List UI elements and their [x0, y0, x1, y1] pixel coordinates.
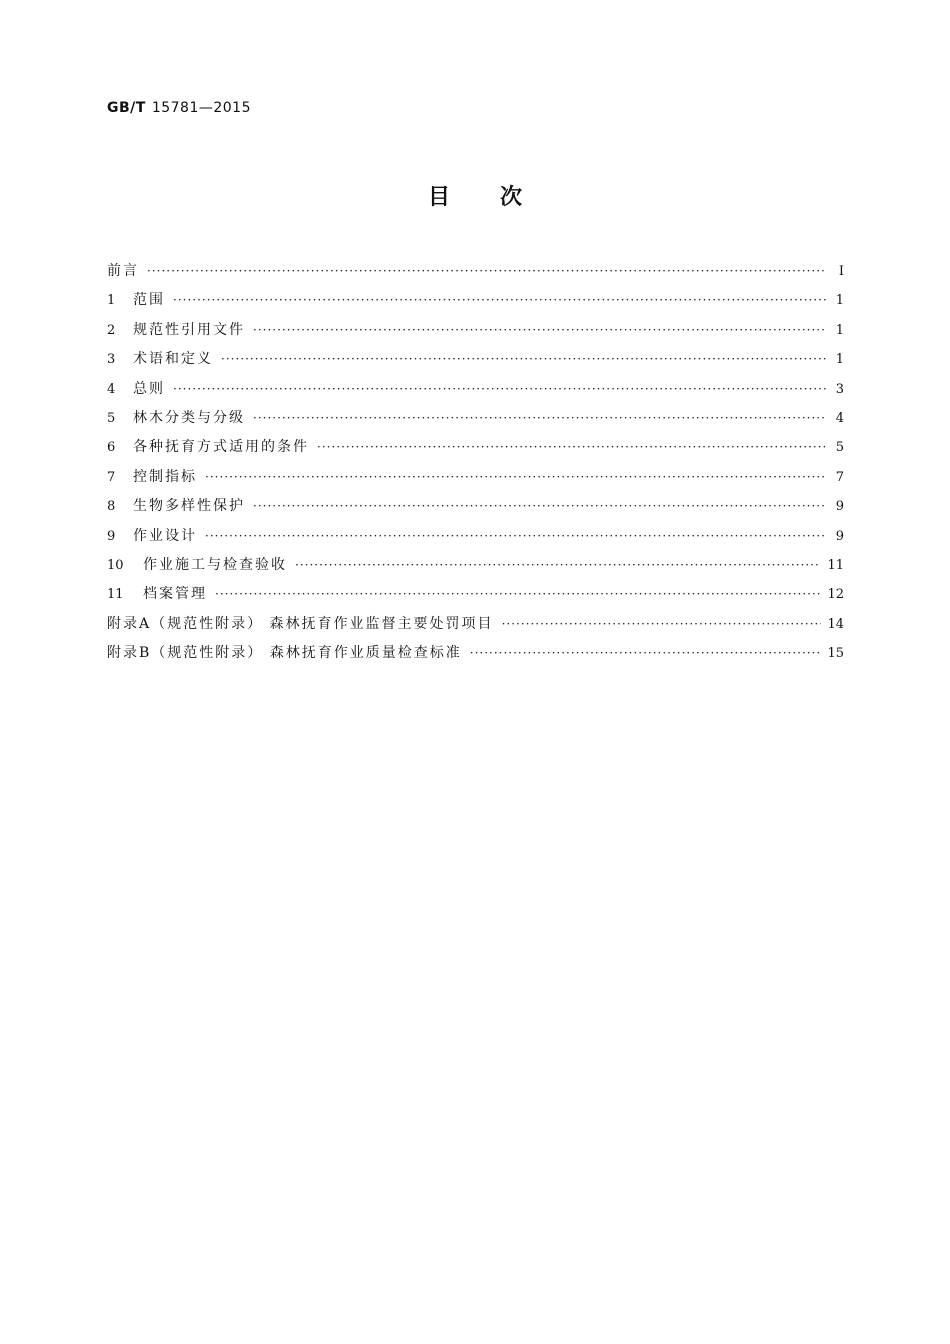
toc-entry-label: 术语和定义	[133, 351, 213, 368]
standard-code	[107, 100, 251, 116]
toc-entry-label: 林木分类与分级	[133, 409, 245, 426]
table-of-contents	[107, 257, 844, 668]
toc-dot-leader	[502, 610, 822, 639]
toc-entry-number: 6	[107, 440, 116, 456]
toc-entry-page: 14	[827, 616, 844, 632]
toc-entry-number: 8	[107, 499, 116, 515]
toc-dot-leader	[295, 551, 821, 580]
toc-dot-leader	[221, 345, 826, 374]
toc-entry-label: 附录B（规范性附录） 森林抚育作业质量检查标准	[107, 645, 462, 662]
toc-dot-leader	[173, 286, 826, 315]
toc-dot-leader	[205, 463, 826, 492]
standard-prefix: GB/T	[107, 100, 146, 116]
toc-entry[interactable]	[107, 580, 844, 609]
toc-entry-label: 作业设计	[133, 527, 197, 544]
toc-entry[interactable]	[107, 492, 844, 521]
toc-entry-label: 档案管理	[143, 586, 207, 603]
toc-dot-leader	[215, 580, 821, 609]
toc-entry-page: 9	[835, 499, 844, 515]
toc-entry-number: 4	[107, 381, 116, 397]
toc-entry-page: 7	[835, 469, 844, 485]
toc-entry-number: 1	[107, 293, 116, 309]
toc-dot-leader	[205, 522, 826, 551]
toc-entry-label: 控制指标	[133, 468, 197, 485]
toc-entry-page: 9	[835, 528, 844, 544]
toc-entry[interactable]	[107, 463, 844, 492]
toc-entry-label: 作业施工与检查验收	[143, 556, 287, 573]
toc-entry-number: 3	[107, 352, 116, 368]
toc-entry-number: 2	[107, 322, 116, 338]
toc-entry-page: 12	[827, 587, 844, 603]
toc-entry-number: 5	[107, 410, 116, 426]
toc-entry-page: 15	[827, 646, 844, 662]
toc-entry-page: 11	[827, 557, 844, 573]
toc-dot-leader	[253, 492, 826, 521]
toc-entry-page: 1	[835, 293, 844, 309]
toc-dot-leader	[253, 404, 826, 433]
toc-entry[interactable]	[107, 433, 844, 462]
toc-entry-label: 生物多样性保护	[133, 498, 245, 515]
toc-dot-leader	[147, 257, 826, 286]
toc-dot-leader	[173, 375, 826, 404]
toc-entry-number: 9	[107, 528, 116, 544]
toc-dot-leader	[317, 433, 826, 462]
toc-dot-leader	[253, 316, 826, 345]
toc-entry[interactable]	[107, 404, 844, 433]
toc-entry[interactable]	[107, 639, 844, 668]
toc-entry[interactable]	[107, 522, 844, 551]
toc-entry-label: 规范性引用文件	[133, 321, 245, 338]
toc-entry-label: 各种抚育方式适用的条件	[133, 439, 309, 456]
toc-entry-label: 总则	[133, 380, 165, 397]
toc-entry-label: 前言	[107, 263, 139, 279]
toc-entry[interactable]	[107, 257, 844, 286]
toc-entry[interactable]	[107, 345, 844, 374]
toc-entry-page: 1	[835, 352, 844, 368]
toc-entry[interactable]	[107, 551, 844, 580]
toc-entry[interactable]	[107, 316, 844, 345]
toc-entry-page: 3	[835, 381, 844, 397]
toc-entry-label: 附录A（规范性附录） 森林抚育作业监督主要处罚项目	[107, 615, 494, 632]
toc-entry[interactable]	[107, 286, 844, 315]
toc-title: 目次	[427, 185, 572, 210]
toc-entry-page: 1	[835, 322, 844, 338]
toc-entry-number: 11	[107, 587, 124, 603]
standard-number: 15781—2015	[151, 100, 251, 116]
toc-entry-page: Ⅰ	[838, 264, 844, 279]
toc-entry-number: 7	[107, 469, 116, 485]
toc-entry[interactable]	[107, 610, 844, 639]
toc-entry-number: 10	[107, 557, 124, 573]
toc-entry[interactable]	[107, 375, 844, 404]
toc-entry-page: 4	[835, 410, 844, 426]
toc-entry-page: 5	[835, 440, 844, 456]
toc-entry-label: 范围	[133, 292, 165, 309]
toc-dot-leader	[470, 639, 822, 668]
